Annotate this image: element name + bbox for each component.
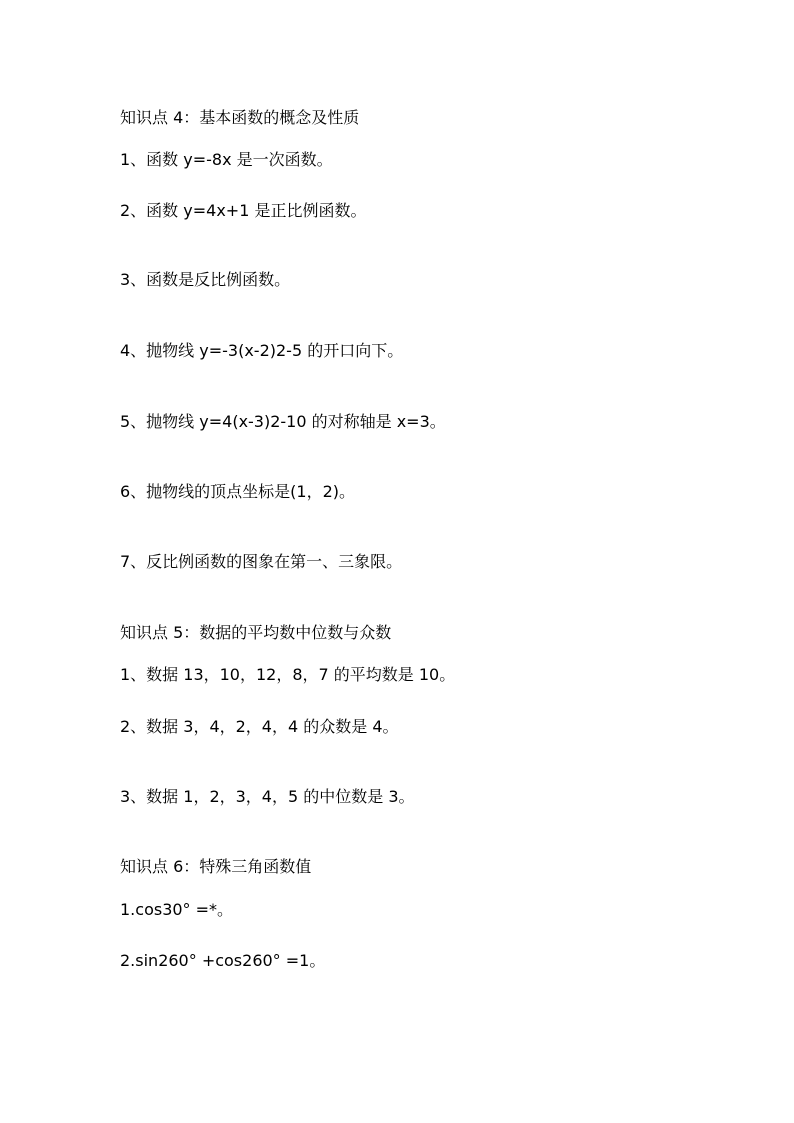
list-item: 1、函数 y=-8x 是一次函数。	[120, 150, 333, 169]
list-item: 6、抛物线的顶点坐标是(1，2)。	[120, 482, 356, 501]
section-heading-5: 知识点 5：数据的平均数中位数与众数	[120, 623, 392, 642]
list-item: 2、数据 3，4，2，4，4 的众数是 4。	[120, 717, 399, 736]
list-item: 4、抛物线 y=-3(x-2)2-5 的开口向下。	[120, 341, 404, 360]
list-item: 1.cos30° =*。	[120, 900, 234, 919]
list-item: 1、数据 13，10，12，8，7 的平均数是 10。	[120, 665, 456, 684]
list-item: 3、函数是反比例函数。	[120, 270, 291, 289]
list-item: 2、函数 y=4x+1 是正比例函数。	[120, 201, 367, 220]
list-item: 7、反比例函数的图象在第一、三象限。	[120, 552, 403, 571]
section-heading-6: 知识点 6：特殊三角函数值	[120, 857, 312, 876]
list-item: 5、抛物线 y=4(x-3)2-10 的对称轴是 x=3。	[120, 412, 446, 431]
list-item: 3、数据 1，2，3，4，5 的中位数是 3。	[120, 787, 415, 806]
list-item: 2.sin260° +cos260° =1。	[120, 951, 326, 970]
section-heading-4: 知识点 4：基本函数的概念及性质	[120, 108, 360, 127]
